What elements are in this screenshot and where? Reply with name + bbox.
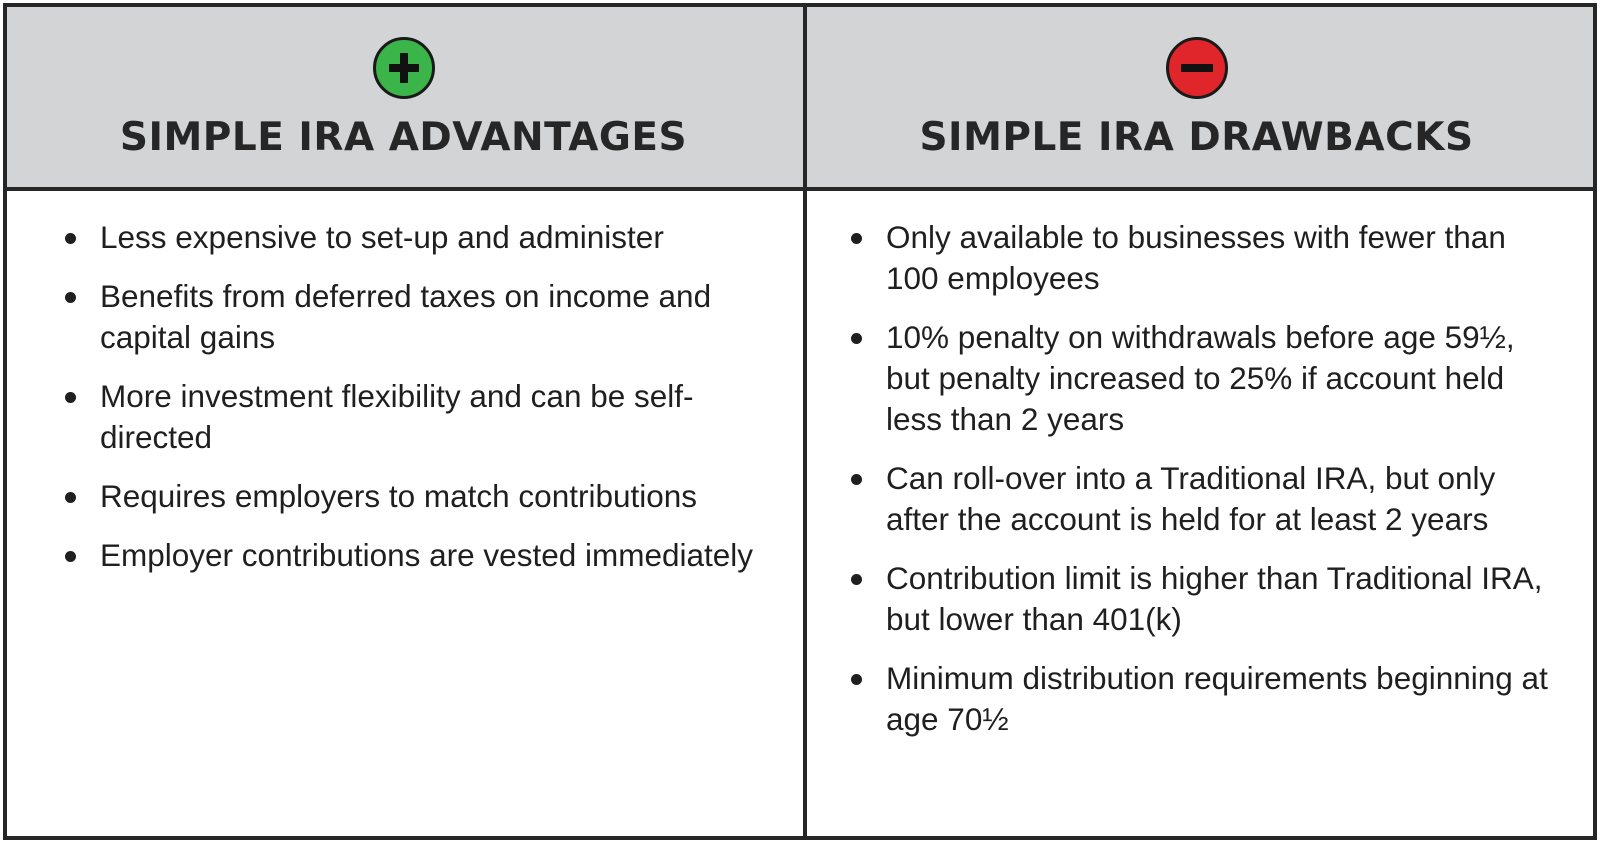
advantages-list [63, 217, 760, 576]
drawbacks-list-cell [800, 191, 1593, 836]
drawbacks-title: SIMPLE IRA DRAWBACKS [919, 115, 1474, 160]
minus-circle-icon [1166, 37, 1228, 99]
list-item: Contribution limit is higher than Traditional IRA, but lower than 401(k) [849, 558, 1563, 640]
drawbacks-header [800, 7, 1593, 191]
list-item: Only available to businesses with fewer than 100 employees [849, 217, 1563, 299]
list-item: Requires employers to match contributions [63, 476, 760, 517]
comparison-table [3, 3, 1597, 840]
drawbacks-list [849, 217, 1563, 740]
advantages-list-cell [7, 191, 800, 836]
advantages-title: SIMPLE IRA ADVANTAGES [119, 115, 688, 160]
list-item: 10% penalty on withdrawals before age 59½, but penalty increased to 25% if account held less than 2 years [849, 317, 1563, 440]
advantages-header [7, 7, 800, 191]
column-divider [803, 7, 807, 836]
list-item: Employer contributions are vested immediately [63, 535, 760, 576]
list-item: Minimum distribution requirements beginning at age 70½ [849, 658, 1563, 740]
list-item: Benefits from deferred taxes on income and capital gains [63, 276, 760, 358]
list-item: Less expensive to set-up and administer [63, 217, 760, 258]
list-item: Can roll-over into a Traditional IRA, but only after the account is held for at least 2 years [849, 458, 1563, 540]
plus-circle-icon [373, 37, 435, 99]
list-item: More investment flexibility and can be self-directed [63, 376, 760, 458]
